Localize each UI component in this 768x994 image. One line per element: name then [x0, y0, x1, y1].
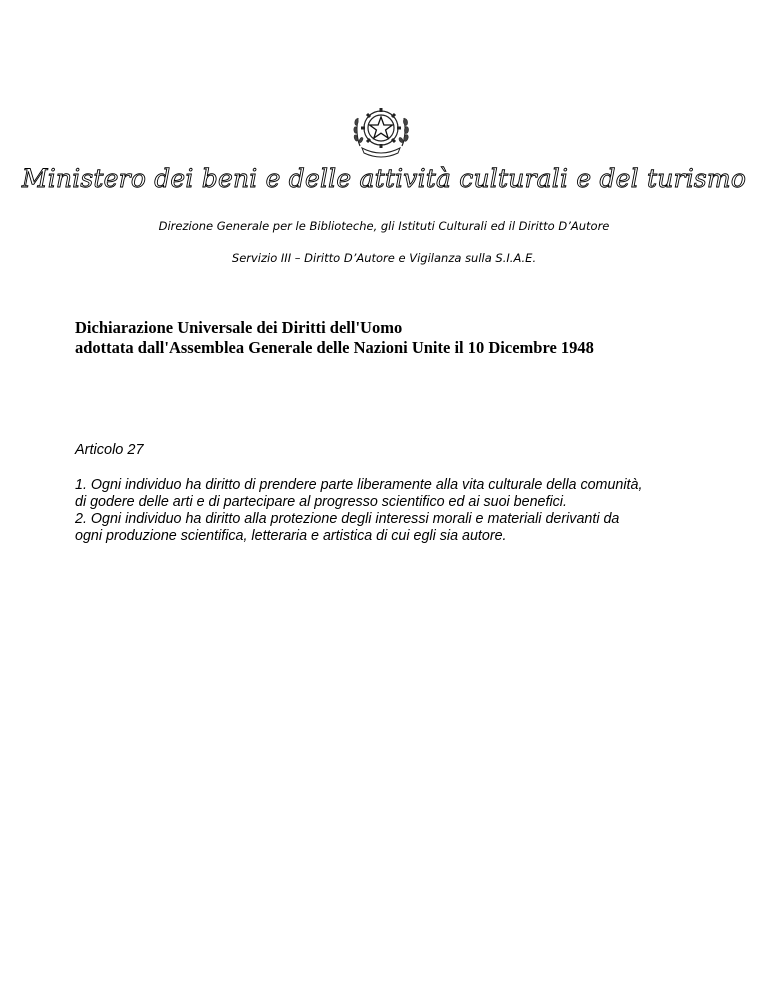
- italian-republic-emblem-icon: [352, 100, 410, 160]
- article-line: 2. Ogni individuo ha diritto alla protezione degli interessi morali e materiali derivanti da: [75, 511, 620, 527]
- department-name: Direzione Generale per le Biblioteche, gli Istituti Culturali ed il Diritto D’Autore: [158, 219, 610, 233]
- declaration-title-line-2: adottata dall'Assemblea Generale delle Nazioni Unite il 10 Dicembre 1948: [75, 338, 594, 357]
- declaration-title-line-1: Dichiarazione Universale dei Diritti dell'Uomo: [75, 318, 403, 337]
- article-label: Articolo 27: [75, 442, 144, 458]
- article-body: [75, 477, 642, 545]
- ministry-title: Ministero dei beni e delle attività culturali e del turismo: [21, 164, 747, 193]
- article-line: 1. Ogni individuo ha diritto di prendere parte liberamente alla vita culturale della comunità,: [75, 477, 643, 493]
- service-name: Servizio III – Diritto D’Autore e Vigilanza sulla S.I.A.E.: [231, 251, 537, 265]
- article-line: ogni produzione scientifica, letteraria e artistica di cui egli sia autore.: [75, 528, 507, 544]
- declaration-title: [75, 318, 594, 358]
- article-line: di godere delle arti e di partecipare al progresso scientifico ed ai suoi benefici.: [75, 494, 567, 510]
